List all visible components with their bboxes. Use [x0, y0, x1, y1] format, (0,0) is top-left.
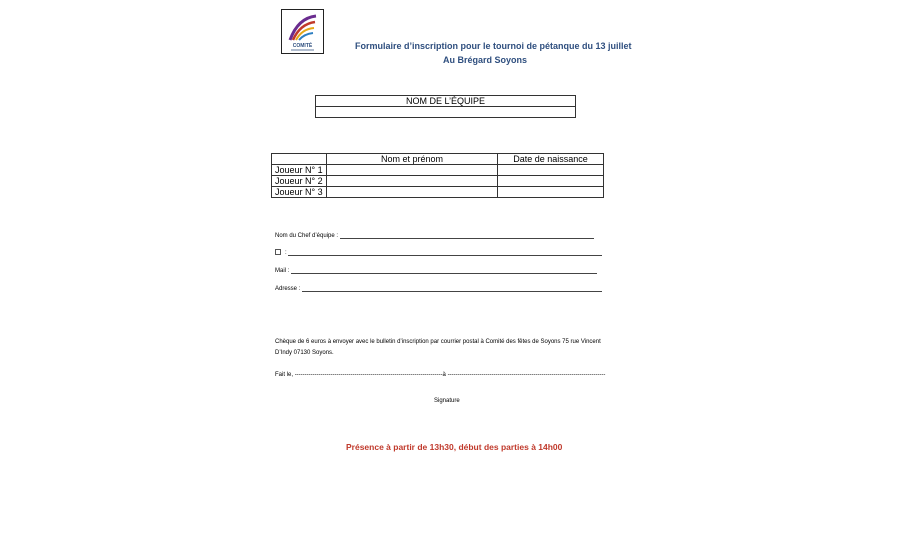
player-label: Joueur N° 3: [272, 187, 327, 198]
payment-instructions: Chèque de 6 euros à envoyer avec le bulletin d’inscription par courrier postal à Comité des fêtes de Soyons 75 rue Vincent D’Indy 07130 Soyons.: [275, 339, 601, 356]
players-table: [271, 153, 604, 198]
chef-input-line[interactable]: [340, 232, 594, 239]
player-name-cell[interactable]: [327, 187, 498, 198]
address-input-line[interactable]: [302, 285, 602, 292]
mail-label: Mail :: [275, 268, 290, 274]
place-dashes[interactable]: -------------------------------------------------------------------------------: [447, 372, 606, 378]
fait-label: Fait le,: [275, 372, 294, 378]
column-header-birthdate: Date de naissance: [498, 154, 604, 165]
logo-text: COMITÉ: [292, 43, 313, 49]
presence-notice: Présence à partir de 13h30, début des parties à 14h00: [346, 442, 563, 452]
team-name-input-cell[interactable]: [316, 107, 576, 118]
team-name-table: [315, 95, 576, 118]
signature-label: Signature: [434, 398, 460, 404]
chef-field: [275, 232, 594, 239]
date-dashes[interactable]: --------------------------------------------------------------------------: [294, 372, 443, 378]
mail-input-line[interactable]: [291, 267, 597, 274]
table-row: [272, 176, 604, 187]
player-birthdate-cell[interactable]: [498, 187, 604, 198]
table-row: [272, 187, 604, 198]
date-place-line: [275, 372, 605, 378]
team-name-header: NOM DE L’ÉQUIPE: [316, 96, 576, 107]
place-separator: à: [442, 372, 446, 378]
form-subtitle: Au Brégard Soyons: [443, 55, 528, 65]
mail-field: [275, 267, 597, 274]
chef-label: Nom du Chef d’équipe :: [275, 233, 339, 239]
player-label: Joueur N° 1: [272, 165, 327, 176]
players-table-corner: [272, 154, 327, 165]
player-label: Joueur N° 2: [272, 176, 327, 187]
table-row: [272, 165, 604, 176]
address-field: [275, 285, 602, 292]
form-title: Formulaire d’inscription pour le tournoi de pétanque du 13 juillet: [355, 41, 632, 51]
column-header-name: Nom et prénom: [327, 154, 498, 165]
player-birthdate-cell[interactable]: [498, 176, 604, 187]
phone-field: [275, 249, 602, 256]
players-table-header-row: [272, 154, 604, 165]
phone-input-line[interactable]: [288, 249, 602, 256]
player-name-cell[interactable]: [327, 176, 498, 187]
comite-logo: [281, 9, 324, 54]
player-name-cell[interactable]: [327, 165, 498, 176]
phone-icon: [275, 249, 281, 255]
phone-label: :: [285, 250, 287, 256]
address-label: Adresse :: [275, 286, 301, 292]
logo-emblem-icon: [282, 10, 323, 53]
player-birthdate-cell[interactable]: [498, 165, 604, 176]
